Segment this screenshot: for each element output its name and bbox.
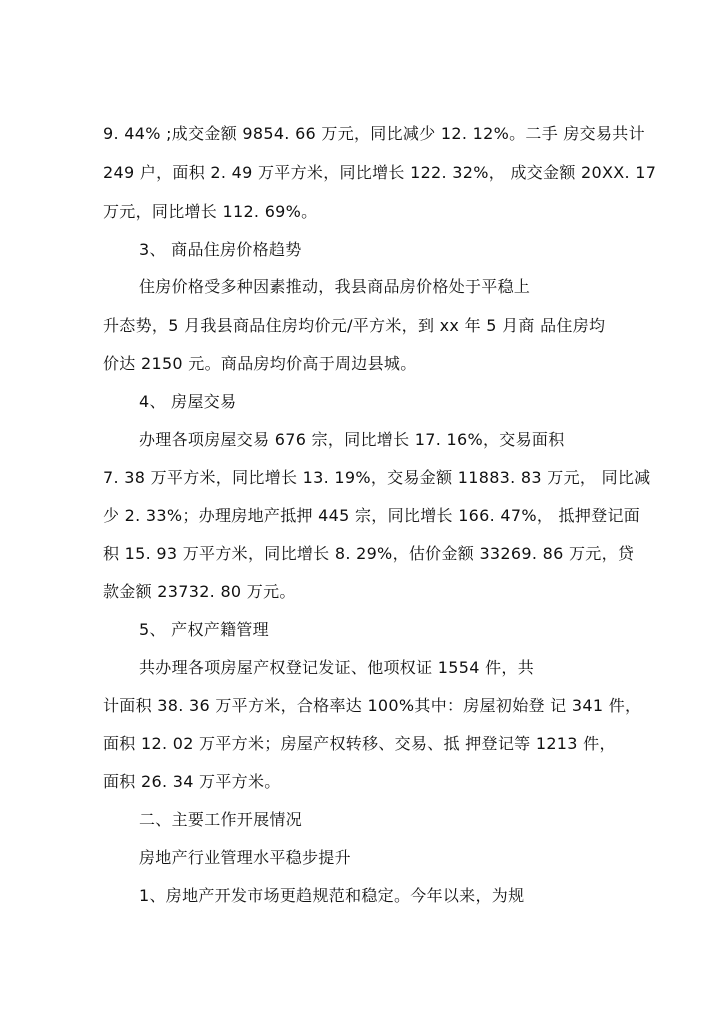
section-heading: 二、主要工作开展情况 [139, 810, 303, 829]
section-heading: 3、 商品住房价格趋势 [139, 240, 302, 259]
text-line: 升态势，5 月我县商品住房均价元/平方米，到 xx 年 5 月商 品住房均 [103, 316, 606, 335]
text-line: 办理各项房屋交易 676 宗，同比增长 17. 16%，交易面积 [139, 430, 565, 449]
text-line: 共办理各项房屋产权登记发证、他项权证 1554 件，共 [139, 658, 534, 677]
text-line: 计面积 38. 36 万平方米，合格率达 100%其中：房屋初始登 记 341 件， [103, 696, 642, 715]
text-line: 少 2. 33%；办理房地产抵押 445 宗，同比增长 166. 47%， 抵押登记面 [103, 506, 641, 525]
text-line: 积 15. 93 万平方米，同比增长 8. 29%，估价金额 33269. 86 万元，贷 [103, 544, 635, 563]
text-line: 住房价格受多种因素推动，我县商品房价格处于平稳上 [139, 277, 531, 296]
text-line: 249 户，面积 2. 49 万平方米，同比增长 122. 32%， 成交金额 20XX. 17 [103, 163, 657, 182]
text-line: 面积 26. 34 万平方米。 [103, 772, 281, 791]
text-line: 价达 2150 元。商品房均价高于周边县城。 [103, 354, 417, 373]
text-line: 7. 38 万平方米，同比增长 13. 19%，交易金额 11883. 83 万元， 同比减 [103, 468, 651, 487]
text-line: 1、房地产开发市场更趋规范和稳定。今年以来，为规 [139, 886, 525, 905]
section-heading: 5、 产权产籍管理 [139, 620, 269, 639]
text-line: 款金额 23732. 80 万元。 [103, 582, 296, 601]
text-line: 9. 44% ;成交金额 9854. 66 万元，同比减少 12. 12%。二手 房交易共计 [103, 124, 645, 143]
section-heading: 4、 房屋交易 [139, 392, 237, 411]
text-line: 面积 12. 02 万平方米；房屋产权转移、交易、抵 押登记等 1213 件， [103, 734, 616, 753]
text-line: 万元，同比增长 112. 69%。 [103, 202, 318, 221]
text-line: 房地产行业管理水平稳步提升 [139, 848, 351, 867]
